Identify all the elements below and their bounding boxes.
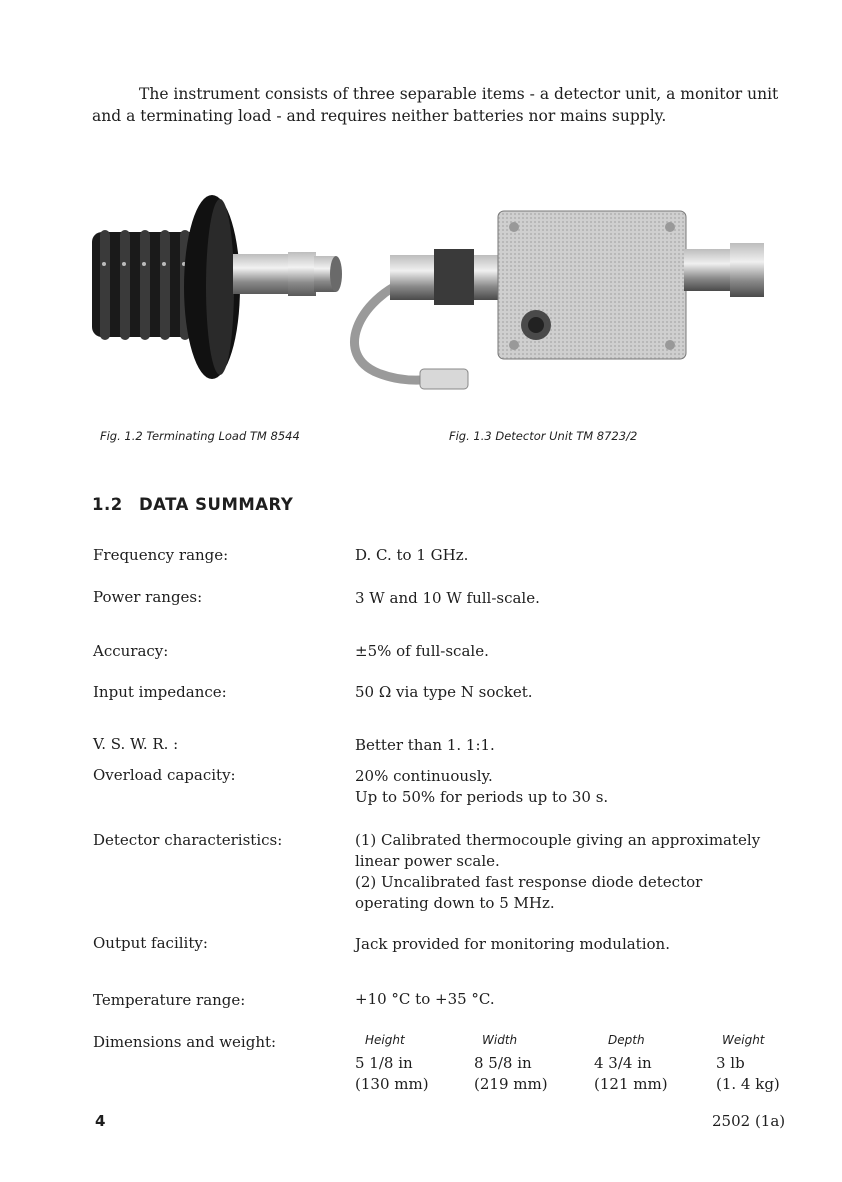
value-line: +10 °C to +35 °C.	[355, 990, 495, 1008]
value-line: operating down to 5 MHz.	[355, 894, 555, 912]
dimension-imperial: 3 lb	[716, 1054, 745, 1072]
value-line: 20% continuously.	[355, 767, 493, 785]
row-label-temperature: Temperature range:	[93, 991, 246, 1009]
dimension-metric: (1. 4 kg)	[716, 1075, 780, 1093]
section-number: 1.2	[92, 495, 123, 514]
value-line: D. C. to 1 GHz.	[355, 546, 469, 564]
row-value-frequency	[355, 545, 795, 566]
row-label-power: Power ranges:	[93, 588, 203, 606]
row-value-temperature	[355, 989, 795, 1010]
dimension-metric: (219 mm)	[474, 1075, 548, 1093]
dimension-metric: (130 mm)	[355, 1075, 429, 1093]
section-heading	[92, 495, 293, 514]
dimension-column-depth	[594, 1030, 668, 1095]
value-line: (1) Calibrated thermocouple giving an approximately	[355, 831, 761, 849]
dimension-header: Depth	[608, 1033, 645, 1047]
row-value-impedance	[355, 682, 795, 703]
row-label-accuracy: Accuracy:	[93, 642, 169, 660]
dimension-header: Height	[365, 1033, 405, 1047]
value-line: Better than 1. 1:1.	[355, 736, 495, 754]
page-number: 4	[95, 1112, 106, 1130]
value-line: Up to 50% for periods up to 30 s.	[355, 788, 609, 806]
row-value-output	[355, 934, 795, 955]
row-label-dimensions: Dimensions and weight:	[93, 1033, 277, 1051]
row-value-detector	[355, 830, 795, 914]
row-label-vswr: V. S. W. R. :	[93, 735, 179, 753]
section-title: DATA SUMMARY	[138, 495, 294, 514]
value-line: 3 W and 10 W full-scale.	[355, 589, 540, 607]
value-line: ±5% of full-scale.	[355, 642, 489, 660]
value-line: linear power scale.	[355, 852, 500, 870]
row-label-detector: Detector characteristics:	[93, 831, 283, 849]
row-label-frequency: Frequency range:	[93, 546, 229, 564]
dimension-column-weight	[716, 1030, 780, 1095]
dimension-column-height	[355, 1030, 429, 1095]
value-line: Jack provided for monitoring modulation.	[355, 935, 670, 953]
row-value-vswr	[355, 735, 795, 756]
figure-caption-1-2: Fig. 1.2 Terminating Load TM 8544	[100, 429, 300, 443]
row-label-overload: Overload capacity:	[93, 766, 236, 784]
row-value-accuracy	[355, 641, 795, 662]
document-number: 2502 (1a)	[712, 1112, 786, 1130]
intro-text: The instrument consists of three separable items - a detector unit, a monitor unit and a terminating load - and requires neither batteries nor mains supply.	[92, 85, 779, 125]
intro-paragraph	[92, 84, 782, 127]
value-line: 50 Ω via type N socket.	[355, 683, 533, 701]
figure-caption-1-3: Fig. 1.3 Detector Unit TM 8723/2	[449, 429, 638, 443]
row-label-output: Output facility:	[93, 934, 208, 952]
row-value-power	[355, 588, 795, 609]
dimension-header: Weight	[722, 1033, 765, 1047]
detector-unit-photo	[338, 205, 770, 395]
dimension-imperial: 8 5/8 in	[474, 1054, 532, 1072]
row-value-overload	[355, 766, 795, 808]
dimension-column-width	[474, 1030, 548, 1095]
dimension-imperial: 4 3/4 in	[594, 1054, 652, 1072]
value-line: (2) Uncalibrated fast response diode detector	[355, 873, 703, 891]
dimension-imperial: 5 1/8 in	[355, 1054, 413, 1072]
dimension-header: Width	[482, 1033, 518, 1047]
dimension-metric: (121 mm)	[594, 1075, 668, 1093]
row-label-impedance: Input impedance:	[93, 683, 227, 701]
terminating-load-photo	[88, 182, 346, 382]
